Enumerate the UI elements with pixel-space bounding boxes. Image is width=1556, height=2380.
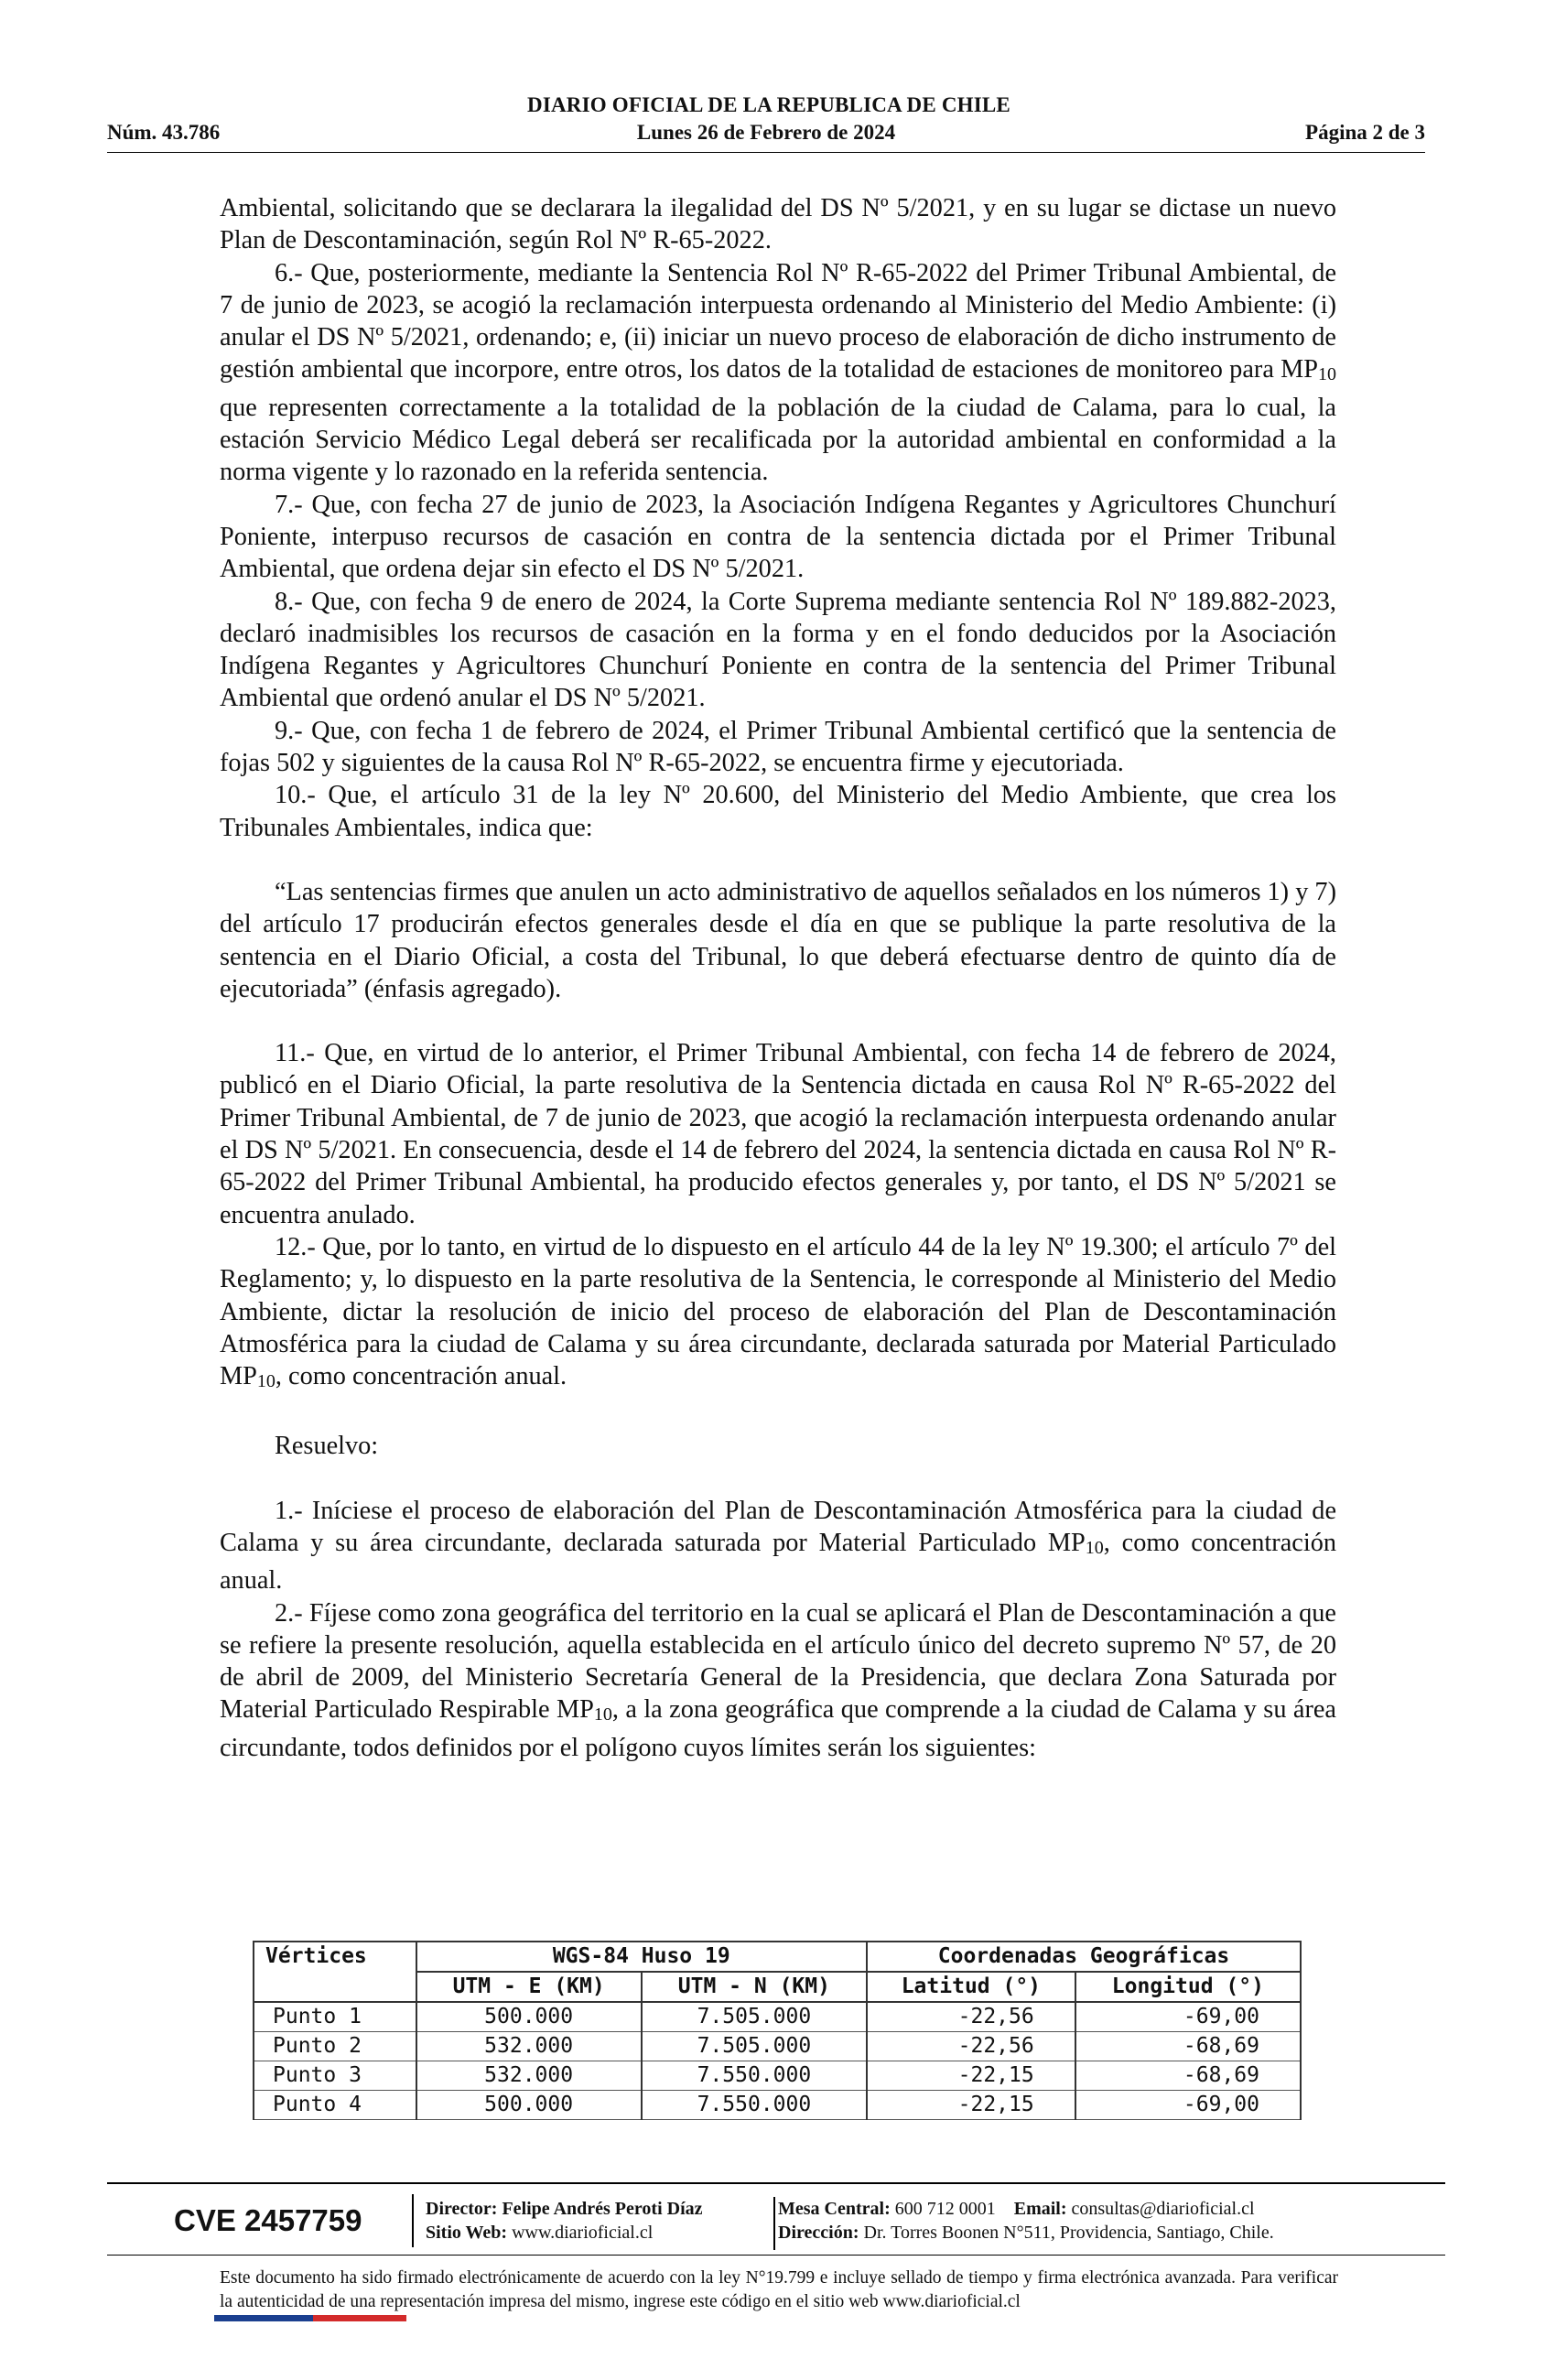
- resolution-1-text-b: , como concentración anual.: [220, 1528, 1336, 1596]
- table-row: [254, 2002, 1301, 2032]
- header-vertices: Vértices: [254, 1942, 416, 2002]
- cell-latitude: -22,15: [867, 2091, 1075, 2120]
- flag-bar-red: [313, 2315, 406, 2321]
- cell-latitude: -22,56: [867, 2032, 1075, 2061]
- resuelvo-heading: Resuelvo:: [275, 1432, 379, 1461]
- address-label: Dirección:: [778, 2223, 859, 2243]
- cell-vertex: Punto 3: [254, 2061, 416, 2091]
- director-name: Felipe Andrés Peroti Díaz: [502, 2199, 703, 2219]
- paragraph-12-text-a: 12.- Que, por lo tanto, en virtud de lo dispuesto en el artículo 44 de la ley Nº 19.300; el artículo 7º del Reglamento; y, lo dispuesto en la parte resolutiva de la Sentencia, le corresponde al Ministerio del Medio Ambiente, dictar la resolución de inicio del proceso de elaboración del Plan de Descontaminación Atmosférica para la ciudad de Calama y su área circundante, declarada saturada por Material Particulado MP: [220, 1232, 1336, 1391]
- paragraph-12: [220, 1231, 1336, 1398]
- website-link[interactable]: www.diarioficial.cl: [512, 2223, 654, 2243]
- cell-longitude: -68,69: [1075, 2032, 1301, 2061]
- flag-bar-blue: [214, 2315, 313, 2321]
- cell-utm-n: 7.505.000: [642, 2002, 867, 2032]
- cell-latitude: -22,56: [867, 2002, 1075, 2032]
- resolution-1-text-a: 1.- Iníciese el proceso de elaboración del Plan de Descontaminación Atmosférica para la ciudad de Calama y su área circundante, declarada saturada por Material Particulado MP: [220, 1496, 1336, 1557]
- paragraph-6-text-b: que representen correctamente a la totalidad de la población de la ciudad de Calama, para lo cual, la estación Servicio Médico Legal deberá ser recalificada por la autoridad ambiental en conformidad a la norma vigente y lo razonado en la referida sentencia.: [220, 393, 1336, 487]
- email-label: Email:: [1013, 2199, 1067, 2219]
- phone-label: Mesa Central:: [778, 2199, 891, 2219]
- subscript-10: 10: [593, 1704, 612, 1726]
- resolution-2: [220, 1597, 1336, 1764]
- paragraph-9: 9.- Que, con fecha 1 de febrero de 2024, el Primer Tribunal Ambiental certificó que la sentencia de fojas 502 y siguientes de la causa Rol Nº R-65-2022, se encuentra firme y ejecutoriada.: [220, 716, 1336, 778]
- signature-note: Este documento ha sido firmado electrónicamente de acuerdo con la ley N°19.799 e incluye sellado de tiempo y firma electrónica avanzada. Para verificar la autenticidad de una representación impresa del mismo, ingrese este código en el sitio web www.diarioficial.cl: [220, 2268, 1338, 2311]
- resolution-1: [220, 1495, 1336, 1597]
- table-header-row: [254, 1942, 1301, 1972]
- director-label: Director:: [426, 2199, 498, 2219]
- subscript-10: 10: [1318, 364, 1336, 385]
- paragraph-7: 7.- Que, con fecha 27 de junio de 2023, la Asociación Indígena Regantes y Agricultores Chunchurí Poniente, interpuso recursos de casación en contra de la sentencia dictada por el Primer Tribunal Ambiental, que ordena dejar sin efecto el DS Nº 5/2021.: [220, 490, 1336, 584]
- cell-utm-n: 7.550.000: [642, 2061, 867, 2091]
- paragraph-12-text-b: , como concentración anual.: [275, 1362, 567, 1391]
- table-row: [254, 2091, 1301, 2120]
- phone-number: 600 712 0001: [894, 2199, 996, 2219]
- cve-code: CVE 2457759: [174, 2194, 414, 2247]
- cell-longitude: -68,69: [1075, 2061, 1301, 2091]
- header-utm-e: UTM - E (KM): [416, 1972, 642, 2002]
- director-block: [426, 2197, 775, 2250]
- cell-utm-n: 7.550.000: [642, 2091, 867, 2120]
- paragraph-6-text-a: 6.- Que, posteriormente, mediante la Sentencia Rol Nº R-65-2022 del Primer Tribunal Ambiental, de 7 de junio de 2023, se acogió la reclamación interpuesta ordenando al Ministerio del Medio Ambiente: (i) anular el DS Nº 5/2021, ordenando; e, (ii) iniciar un nuevo proceso de elaboración de dicho instrumento de gestión ambiental que incorpore, entre otros, los datos de la totalidad de estaciones de monitoreo para MP: [220, 258, 1336, 384]
- subscript-10: 10: [256, 1371, 276, 1392]
- paragraph-8: 8.- Que, con fecha 9 de enero de 2024, la Corte Suprema mediante sentencia Rol Nº 189.882-2023, declaró inadmisibles los recursos de casación en la forma y en el fondo deducidos por la Asociación Indígena Regantes y Agricultores Chunchurí Poniente en contra de la sentencia del Primer Tribunal Ambiental que ordenó anular el DS Nº 5/2021.: [220, 587, 1336, 713]
- resolution-2-text-a: 2.- Fíjese como zona geográfica del territorio en la cual se aplicará el Plan de Descontaminación a que se refiere la presente resolución, aquella establecida en el artículo único del decreto supremo Nº 57, de 20 de abril de 2009, del Ministerio Secretaría General de la Presidencia, que declara Zona Saturada por Material Particulado Respirable MP: [220, 1598, 1336, 1725]
- issue-date: Lunes 26 de Febrero de 2024: [636, 121, 896, 144]
- flag-color-bar: [214, 2315, 406, 2321]
- paragraph-6: [220, 257, 1336, 489]
- cell-utm-e: 532.000: [416, 2061, 642, 2091]
- cell-utm-n: 7.505.000: [642, 2032, 867, 2061]
- paragraph-10: 10.- Que, el artículo 31 de la ley Nº 20.600, del Ministerio del Medio Ambiente, que crea los Tribunales Ambientales, indica que:: [220, 781, 1336, 842]
- cell-utm-e: 500.000: [416, 2002, 642, 2032]
- header-wgs84: WGS-84 Huso 19: [416, 1942, 867, 1972]
- footer-divider: [107, 2182, 1445, 2184]
- paragraph-continued: Ambiental, solicitando que se declarara la ilegalidad del DS Nº 5/2021, y en su lugar se dictase un nuevo Plan de Descontaminación, según Rol Nº R-65-2022.: [220, 194, 1336, 255]
- cell-utm-e: 500.000: [416, 2091, 642, 2120]
- newspaper-title: DIARIO OFICIAL DE LA REPUBLICA DE CHILE: [527, 93, 1010, 116]
- cell-vertex: Punto 4: [254, 2091, 416, 2120]
- address-text: Dr. Torres Boonen N°511, Providencia, Santiago, Chile.: [863, 2223, 1274, 2243]
- email-link[interactable]: consultas@diarioficial.cl: [1071, 2199, 1255, 2219]
- quoted-article: “Las sentencias firmes que anulen un acto administrativo de aquellos señalados en los números 1) y 7) del artículo 17 producirán efectos generales desde el día en que se publique la parte resolutiva de la sentencia en el Diario Oficial, a costa del Tribunal, lo que deberá efectuarse dentro de quinto día de ejecutoriada” (énfasis agregado).: [220, 877, 1336, 1003]
- cell-vertex: Punto 1: [254, 2002, 416, 2032]
- website-label: Sitio Web:: [426, 2223, 508, 2243]
- table-row: [254, 2032, 1301, 2061]
- cell-longitude: -69,00: [1075, 2002, 1301, 2032]
- table-row: [254, 2061, 1301, 2091]
- cell-latitude: -22,15: [867, 2061, 1075, 2091]
- contact-block: [778, 2197, 1419, 2245]
- document-body: [220, 192, 1336, 1764]
- subscript-10: 10: [1085, 1537, 1104, 1558]
- coordinates-table: [253, 1941, 1302, 2120]
- footer-divider-secondary: [107, 2255, 1445, 2256]
- page-number: Página 2 de 3: [1305, 121, 1425, 144]
- cell-utm-e: 532.000: [416, 2032, 642, 2061]
- header-longitude: Longitud (°): [1075, 1972, 1301, 2002]
- header-latitude: Latitud (°): [867, 1972, 1075, 2002]
- header-utm-n: UTM - N (KM): [642, 1972, 867, 2002]
- issue-number: Núm. 43.786: [107, 121, 221, 144]
- cell-vertex: Punto 2: [254, 2032, 416, 2061]
- header-geographic: Coordenadas Geográficas: [867, 1942, 1301, 1972]
- resolution-2-text-b: , a la zona geográfica que comprende a la ciudad de Calama y su área circundante, todos definidos por el polígono cuyos límites serán los siguientes:: [220, 1695, 1336, 1762]
- paragraph-11: 11.- Que, en virtud de lo anterior, el Primer Tribunal Ambiental, con fecha 14 de febrero de 2024, publicó en el Diario Oficial, la parte resolutiva de la Sentencia dictada en causa Rol Nº R-65-2022 del Primer Tribunal Ambiental, de 7 de junio de 2023, que acogió la reclamación interpuesta ordenando anular el DS Nº 5/2021. En consecuencia, desde el 14 de febrero del 2024, la sentencia dictada en causa Rol Nº R-65-2022 del Primer Tribunal Ambiental, ha producido efectos generales y, por tanto, el DS Nº 5/2021 se encuentra anulado.: [220, 1039, 1336, 1229]
- cell-longitude: -69,00: [1075, 2091, 1301, 2120]
- header-divider: [107, 152, 1425, 153]
